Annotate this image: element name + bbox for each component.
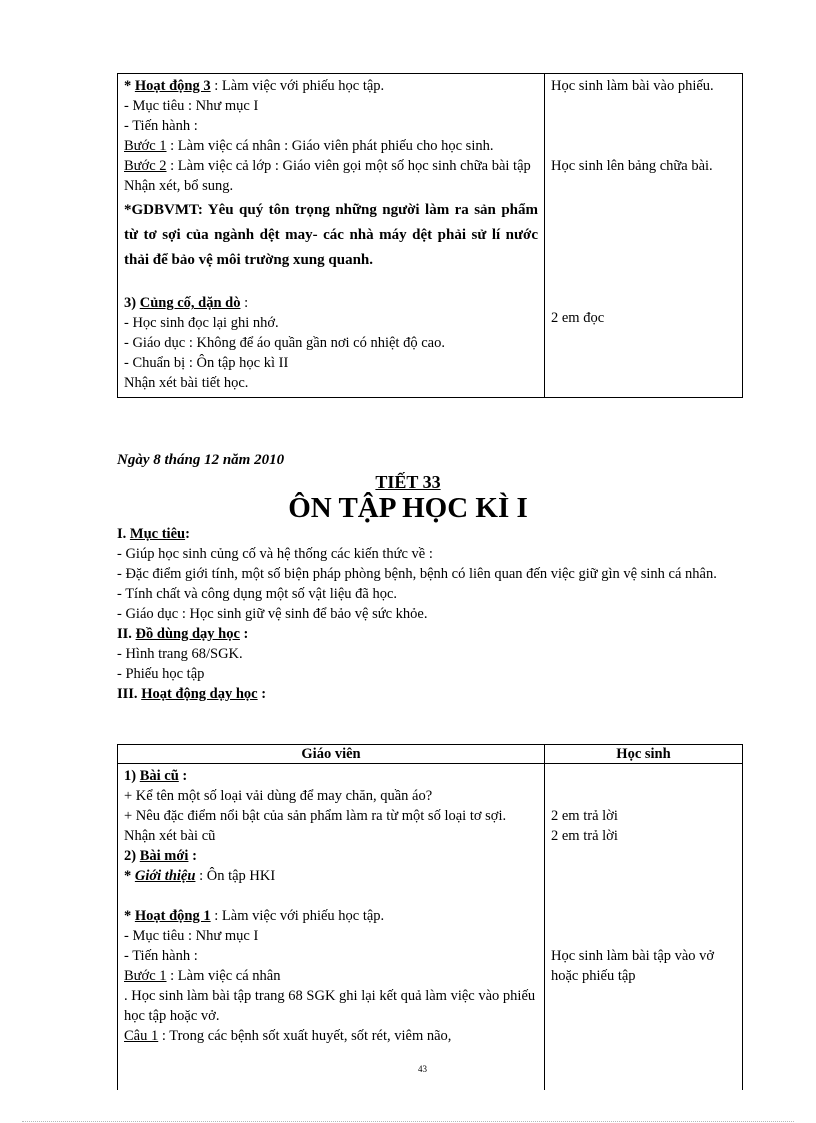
lesson-number: TIẾT 33 (375, 472, 441, 492)
table-row (118, 764, 743, 1091)
activities-table (117, 744, 743, 1090)
review-question: + Nêu đặc điểm nổi bật của sản phẩm làm ra từ một số loại tơ sợi. (124, 808, 507, 824)
comment-line: Nhận xét, bổ sung. (124, 178, 234, 194)
activities-heading: III. Hoạt động dạy học : (117, 686, 267, 702)
procedure-line: - Tiến hành : (124, 118, 198, 134)
table-header-row (118, 745, 743, 764)
recap-line: - Giáo dục : Không để áo quần gần nơi có nhiệt độ cao. (124, 335, 445, 351)
section-2-heading: 2) Bài mới : (124, 848, 197, 864)
column-header-student: Học sinh (545, 745, 743, 764)
objective-item: - Đặc điểm giới tính, một số biện pháp phòng bệnh, bệnh có liên quan đến việc giữ gìn vệ sinh cá nhân. (117, 566, 717, 582)
lesson-plan-body (117, 524, 742, 704)
student-activity: Học sinh làm bài vào phiếu. (551, 78, 714, 94)
student-cell (545, 74, 743, 398)
procedure-line: - Tiến hành : (124, 948, 198, 964)
recap-line: - Chuẩn bị : Ôn tập học kì II (124, 355, 289, 371)
recap-line: Nhận xét bài tiết học. (124, 375, 249, 391)
column-header-teacher: Giáo viên (118, 745, 545, 764)
student-answer: 2 em trả lời (551, 828, 618, 844)
activity-1-line: * Hoạt động 1 : Làm việc với phiếu học tập. (124, 908, 385, 924)
teacher-cell (118, 764, 545, 1091)
recap-line: - Học sinh đọc lại ghi nhớ. (124, 315, 279, 331)
objective-line: - Mục tiêu : Như mục I (124, 98, 259, 114)
question-1-line: Câu 1 : Trong các bệnh sốt xuất huyết, sốt rét, viêm não, (124, 1028, 452, 1044)
student-activity: Học sinh làm bài tập vào vở hoặc phiếu tập (551, 948, 715, 984)
objective-item: - Giáo dục : Học sinh giữ vệ sinh để bảo vệ sức khỏe. (117, 606, 428, 622)
materials-heading: II. Đồ dùng dạy học : (117, 626, 249, 642)
section-1-heading: 1) Bài cũ : (124, 768, 188, 784)
student-activity: 2 em đọc (551, 310, 605, 326)
date-line: Ngày 8 tháng 12 năm 2010 (117, 452, 285, 468)
lesson-title: ÔN TẬP HỌC KÌ I (288, 492, 528, 524)
page-number: 43 (418, 1064, 427, 1074)
step-1-line: Bước 1 : Làm việc cá nhân : Giáo viên phát phiếu cho học sinh. (124, 138, 494, 154)
activity-3-line: * Hoạt động 3 : Làm việc với phiếu học tập. (124, 78, 385, 94)
objective-item: - Tính chất và công dụng một số vật liệu đã học. (117, 586, 398, 602)
student-activity: Học sinh lên bảng chữa bài. (551, 158, 713, 174)
review-question: + Kể tên một số loại vải dùng để may chăn, quần áo? (124, 788, 433, 804)
student-cell (545, 764, 743, 1091)
step-1-detail: . Học sinh làm bài tập trang 68 SGK ghi lại kết quả làm việc vào phiếu học tập hoặc vở. (124, 988, 536, 1024)
objective-item: - Giúp học sinh củng cố và hệ thống các kiến thức về : (117, 546, 433, 562)
review-comment: Nhận xét bài cũ (124, 828, 216, 844)
step-1-line: Bước 1 : Làm việc cá nhân (124, 968, 281, 984)
step-2-line: Bước 2 : Làm việc cả lớp : Giáo viên gọi một số học sinh chữa bài tập (124, 158, 531, 174)
section-3-heading: 3) Củng cố, dặn dò : (124, 295, 249, 311)
activity-3-title: Hoạt động 3 (134, 78, 211, 94)
student-answer: 2 em trả lời (551, 808, 618, 824)
introduction-line: * Giới thiệu : Ôn tập HKI (124, 868, 276, 884)
environment-education-note: *GDBVMT: Yêu quý tôn trọng những người làm ra sản phẩm từ tơ sợi của ngành dệt may- các nhà máy dệt phải sử lí nước thải để bảo vệ môi trường xung quanh. (124, 202, 538, 268)
objectives-heading: I. Mục tiêu: (117, 526, 190, 542)
material-item: - Phiếu học tập (117, 666, 205, 682)
continuation-table (117, 73, 743, 398)
teacher-cell (118, 74, 545, 398)
table-row (118, 74, 743, 398)
objective-line: - Mục tiêu : Như mục I (124, 928, 259, 944)
page-boundary (22, 1121, 794, 1122)
material-item: - Hình trang 68/SGK. (117, 646, 243, 662)
